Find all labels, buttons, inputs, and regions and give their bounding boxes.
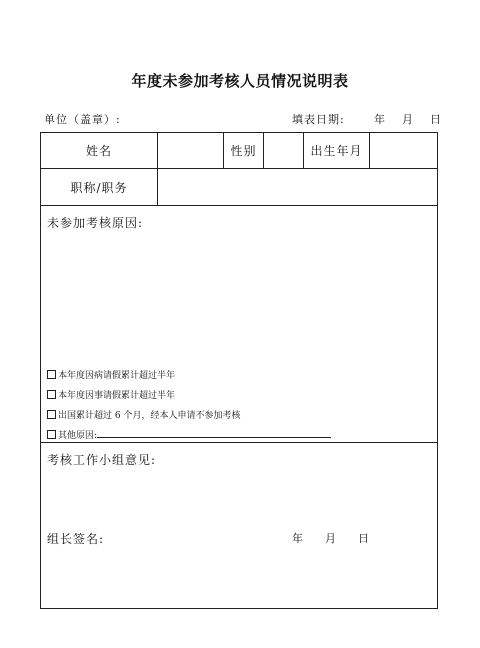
reason-options	[47, 366, 331, 446]
birth-field[interactable]	[370, 133, 439, 168]
name-field[interactable]	[158, 133, 224, 168]
name-label: 姓名	[41, 133, 158, 168]
option-abroad	[47, 406, 331, 426]
row-reason	[41, 206, 437, 443]
checkbox-personal-leave[interactable]	[47, 390, 56, 399]
opinion-title: 考核工作小组意见:	[47, 453, 157, 467]
checkbox-sick-leave[interactable]	[47, 370, 56, 379]
other-reason-line[interactable]	[97, 429, 331, 438]
title-label: 职称/职务	[41, 169, 158, 205]
row-title	[41, 169, 437, 206]
title-field[interactable]	[158, 169, 439, 205]
form-table	[40, 132, 438, 609]
form-title: 年度未参加考核人员情况说明表	[131, 72, 349, 90]
checkbox-other[interactable]	[47, 430, 56, 439]
sign-date	[292, 530, 369, 546]
row-opinion	[41, 443, 437, 609]
fill-date-label: 填表日期:	[292, 113, 345, 126]
option-sick-leave	[47, 366, 331, 386]
fill-date-parts	[374, 111, 442, 127]
birth-label: 出生年月	[304, 133, 370, 168]
option-other-text: 其他原因:	[58, 431, 98, 441]
sign-date-year: 年	[292, 532, 303, 545]
option-personal-leave	[47, 386, 331, 406]
option-personal-leave-text: 本年度因事请假累计超过半年	[58, 391, 176, 401]
fill-date-month: 月	[402, 113, 414, 126]
leader-sign-label: 组长签名:	[47, 532, 105, 546]
option-abroad-text: 出国累计超过 6 个月，经本人申请不参加考核	[58, 411, 241, 421]
row-basic-info	[41, 133, 437, 169]
gender-label: 性别	[224, 133, 264, 168]
sign-date-month: 月	[325, 532, 336, 545]
checkbox-abroad[interactable]	[47, 410, 56, 419]
fill-date-year: 年	[374, 113, 386, 126]
fill-date-day: 日	[430, 113, 442, 126]
gender-field[interactable]	[264, 133, 304, 168]
fill-date	[292, 111, 442, 127]
unit-label: 单位（盖章）:	[44, 113, 121, 126]
reason-title: 未参加考核原因:	[47, 216, 144, 230]
option-sick-leave-text: 本年度因病请假累计超过半年	[58, 371, 176, 381]
sign-date-day: 日	[358, 532, 369, 545]
